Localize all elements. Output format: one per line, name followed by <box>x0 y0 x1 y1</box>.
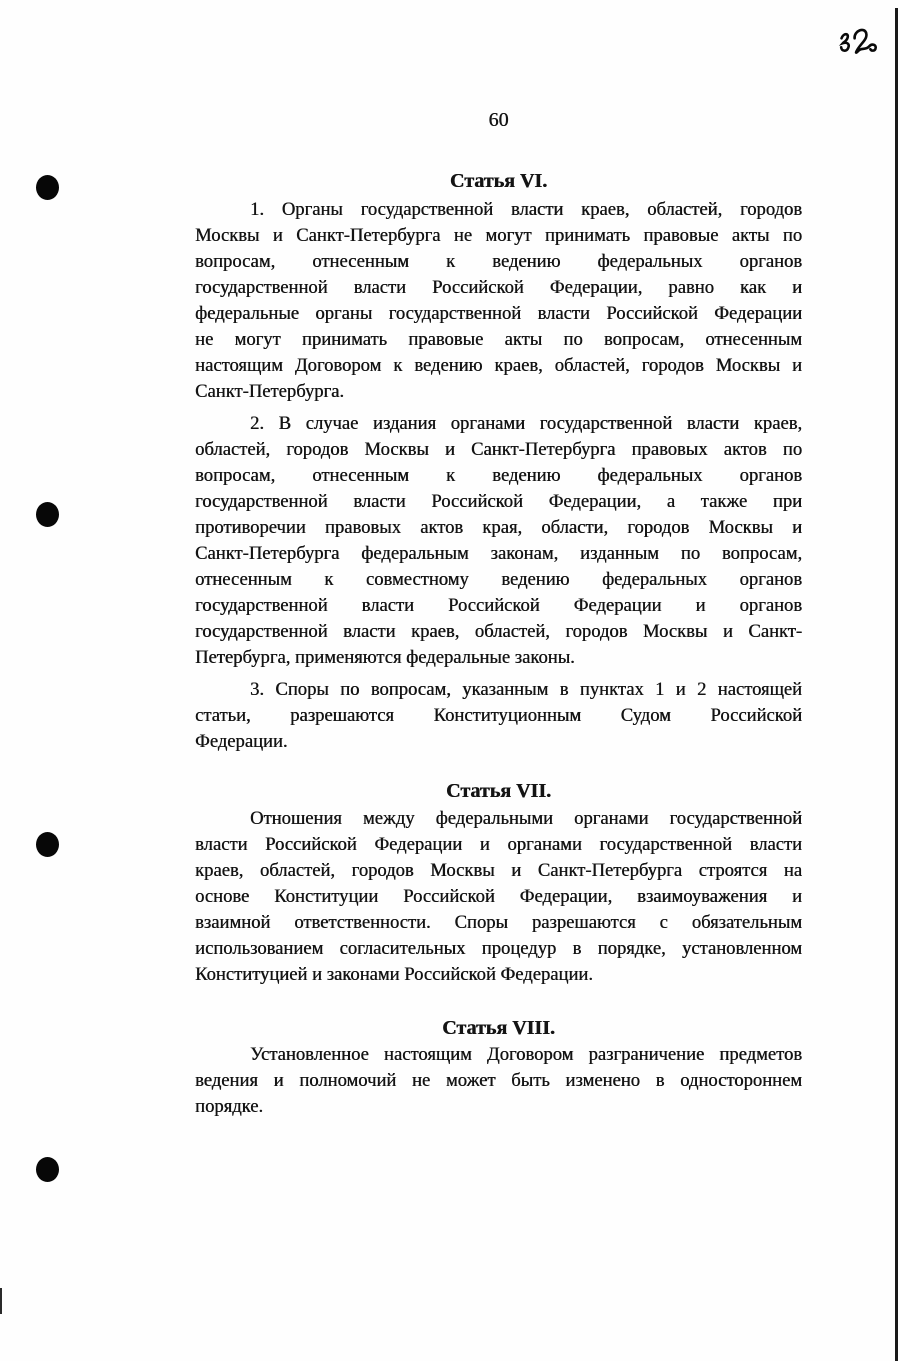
article-section-vii <box>195 780 802 988</box>
article-vii-title: Статья VII. <box>446 780 551 802</box>
text-line: противоречии правовых актов края, области, городов Москвы и <box>195 517 802 538</box>
text-line: 1. Органы государственной власти краев, областей, городов <box>250 199 802 220</box>
scan-edge-line <box>895 8 898 1361</box>
paragraph <box>195 197 802 405</box>
page-number: 60 <box>488 109 509 131</box>
text-line: Установленное настоящим Договором разграничение предметов <box>250 1044 802 1065</box>
text-line: не могут принимать правовые акты по вопросам, отнесенным <box>195 329 802 350</box>
text-line: отнесенным к совместному ведению федеральных органов <box>195 569 802 590</box>
text-line: 2. В случае издания органами государственной власти краев, <box>250 413 802 434</box>
text-line: федеральные органы государственной власти Российской Федерации <box>195 303 802 324</box>
article-vi-title: Статья VI. <box>449 170 548 192</box>
text-line: вопросам, отнесенным к ведению федеральных органов <box>195 465 802 486</box>
article-section-vi <box>195 170 802 755</box>
paragraph <box>195 1042 802 1120</box>
text-line: Конституцией и законами Российской Федерации. <box>195 964 593 985</box>
punch-hole <box>36 502 59 527</box>
text-line: взаимной ответственности. Споры разрешаются с обязательным <box>195 912 802 933</box>
text-line: вопросам, отнесенным к ведению федеральных органов <box>195 251 802 272</box>
text-line: Петербурга, применяются федеральные законы. <box>195 647 575 668</box>
text-column <box>195 108 802 1120</box>
text-line: Санкт-Петербурга федеральным законам, изданным по вопросам, <box>195 543 802 564</box>
punch-hole <box>36 832 59 857</box>
article-section-viii <box>195 1017 802 1120</box>
text-line: краев, областей, городов Москвы и Санкт-Петербурга строятся на <box>195 860 802 881</box>
text-line: областей, городов Москвы и Санкт-Петербурга правовых актов по <box>195 439 802 460</box>
punch-hole <box>36 175 59 200</box>
text-line: Москвы и Санкт-Петербурга не могут принимать правовые акты по <box>195 225 802 246</box>
paragraph <box>195 806 802 988</box>
text-line: Отношения между федеральными органами государственной <box>250 808 802 829</box>
text-line: государственной власти Российской Федерации, а также при <box>195 491 802 512</box>
paragraph <box>195 411 802 671</box>
text-line: ведения и полномочий не может быть изменено в одностороннем <box>195 1070 802 1091</box>
text-line: государственной власти краев, областей, городов Москвы и Санкт- <box>195 621 802 642</box>
text-line: государственной власти Российской Федерации и органов <box>195 595 802 616</box>
text-line: порядке. <box>195 1096 264 1117</box>
punch-hole <box>36 1157 59 1182</box>
text-line: Санкт-Петербурга. <box>195 381 344 402</box>
scan-edge-tick <box>0 1288 2 1314</box>
text-line: власти Российской Федерации и органами государственной власти <box>195 834 802 855</box>
article-viii-title: Статья VIII. <box>442 1017 555 1039</box>
text-line: настоящим Договором к ведению краев, областей, городов Москвы и <box>195 355 802 376</box>
handwritten-page-number <box>833 22 888 66</box>
text-line: статьи, разрешаются Конституционным Судом Российской <box>195 705 802 726</box>
text-line: государственной власти Российской Федерации, равно как и <box>195 277 802 298</box>
text-line: использованием согласительных процедур в порядке, установленном <box>195 938 802 959</box>
paragraph <box>195 677 802 755</box>
text-line: Федерации. <box>195 731 288 752</box>
text-line: 3. Споры по вопросам, указанным в пунктах 1 и 2 настоящей <box>250 679 802 700</box>
text-line: основе Конституции Российской Федерации, взаимоуважения и <box>195 886 802 907</box>
